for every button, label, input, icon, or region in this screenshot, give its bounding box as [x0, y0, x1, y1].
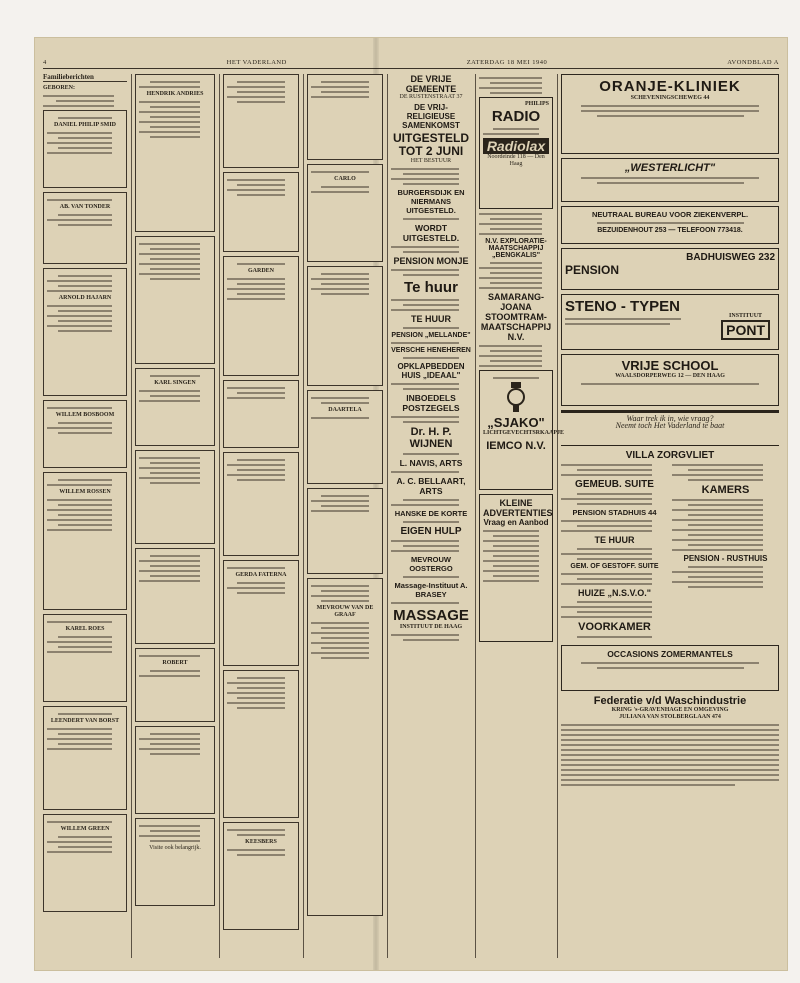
column-ads-mid [479, 74, 565, 646]
radio-headline: RADIO [491, 108, 541, 125]
notice-name: ARNOLD HAJARN [58, 295, 112, 301]
steno-title: STENO - TYPEN [565, 298, 681, 315]
te-huur-ad: TE HUUR [411, 314, 451, 324]
samenkomst-title: DE VRIJ-RELIGIEUSE SAMENKOMST [402, 103, 460, 130]
pension-stadhuis: PENSION STADHUIS 44 [572, 508, 657, 517]
column-ads-right [561, 74, 779, 789]
badhuisweg-pension: PENSION [565, 263, 620, 277]
notice [43, 614, 127, 702]
radiolax-logo: Radiolax [483, 138, 549, 154]
notice-name: WILLEM BOSBOOM [55, 412, 115, 418]
massage-headline: MASSAGE [393, 607, 469, 624]
kleine-advertenties-box [479, 494, 553, 642]
philips-brand: PHILIPS [524, 101, 549, 107]
column-notices-4 [307, 74, 383, 920]
westerlicht-ad [561, 158, 779, 202]
westerlicht-title: „WESTERLICHT" [624, 162, 716, 174]
issue-date: ZATERDAG 18 MEI 1940 [466, 58, 548, 66]
notice [223, 74, 299, 168]
column-rule [219, 74, 220, 958]
pension-monje-title: PENSION MONJE [393, 256, 469, 266]
burgersdijk-title: BURGERSDIJK EN NIERMANS [397, 188, 465, 206]
massage-instituut-ad: Massage-Instituut A. BRASEY [394, 581, 468, 599]
hanske-ad: HANSKE DE KORTE [394, 509, 468, 518]
notice [223, 256, 299, 376]
notice [223, 380, 299, 448]
notice [223, 670, 299, 818]
vrije-school-address: WAALSDORPERWEG 12 — DEN HAAG [615, 373, 725, 379]
notice-text: Visite ook belangrijk. [149, 845, 201, 851]
inboedels-ad: INBOEDELS POSTZEGELS [402, 393, 460, 413]
page-header [43, 56, 779, 69]
kleine-advertenties-title: KLEINE ADVERTENTIES [483, 498, 553, 518]
kamers: KAMERS [701, 484, 750, 496]
sjako-ad [479, 370, 565, 490]
notice [43, 814, 127, 912]
neutraal-address: BEZUIDENHOUT 253 — TELEFOON 773418. [597, 227, 743, 234]
notice-name: ROBERT [162, 660, 188, 666]
column-family-notices [43, 74, 127, 916]
notice [43, 268, 127, 396]
notice [135, 548, 215, 644]
column-announcements [391, 74, 471, 644]
federatie-sub: KRING 's-GRAVENHAGE EN OMGEVING [611, 707, 729, 713]
notice [307, 266, 383, 386]
notice [135, 236, 215, 364]
notice-name: GARDEN [247, 268, 274, 274]
notice [307, 390, 383, 484]
classifieds-right [672, 461, 779, 641]
column-rule [387, 74, 388, 958]
column-notices-3 [223, 74, 299, 934]
burgersdijk-sub: UITGESTELD. [406, 206, 456, 215]
newspaper-page [35, 38, 787, 970]
notice [223, 560, 299, 666]
eigen-hulp-ad: EIGEN HULP [400, 526, 462, 537]
navis-ad: L. NAVIS, ARTS [399, 458, 463, 468]
notice [307, 578, 383, 916]
notice-name: KAREL ROES [65, 626, 105, 632]
oranje-kliniek-title: ORANJE-KLINIEK [599, 78, 741, 95]
te-huur-headline: Te huur [404, 279, 458, 296]
massage-sub: INSTITUUT DE HAAG [399, 624, 463, 630]
column-rule [303, 74, 304, 958]
edition: AVONDBLAD A [727, 58, 779, 66]
federatie-title: Federatie v/d Waschindustrie [593, 695, 747, 707]
notice-name: KEESBERS [245, 839, 277, 845]
notice-name: KARL SINGEN [154, 380, 196, 386]
vrije-school-title: VRIJE SCHOOL [621, 358, 719, 373]
notice-name: AB. VAN TONDER [59, 204, 111, 210]
notice [223, 822, 299, 930]
notice [223, 452, 299, 556]
notice-name: CARLO [334, 176, 356, 182]
notice [135, 368, 215, 446]
notice-name: HENDRIK ANDRIES [146, 91, 204, 97]
neutraal-bureau-ad [561, 206, 779, 244]
pont-logo: PONT [721, 320, 770, 340]
exploratie-ad: N.V. EXPLORATIE-MAATSCHAPPIJ „BENGKALIS" [485, 238, 547, 259]
gemeente-address: DE RUSTENSTRAAT 37 [399, 94, 463, 100]
classifieds-left [561, 461, 668, 641]
lamp-icon [505, 382, 527, 412]
sjako-headline: „SJAKO" [487, 415, 545, 430]
column-rule [475, 74, 476, 958]
huize-nsvo: HUIZE „N.S.V.O." [578, 588, 651, 598]
notice-name: DAARTELA [328, 407, 362, 413]
occasions-title: OCCASIONS ZOMERMANTELS [607, 649, 733, 659]
versche-ad: VERSCHE HENEHEREN [391, 347, 471, 354]
column-rule [557, 74, 558, 958]
notice [43, 110, 127, 188]
federatie-address: JULIANA VAN STOLBERGLAAN 474 [619, 714, 721, 720]
pension-rusthuis: PENSION - RUSTHUIS [683, 554, 768, 563]
column-notices-2 [135, 74, 215, 910]
iemco-logo: IEMCO N.V. [486, 440, 546, 452]
notice [43, 706, 127, 810]
notice [135, 726, 215, 814]
badhuisweg-ad [561, 248, 779, 290]
te-huur-classified: TE HUUR [594, 535, 635, 545]
villa-zorgvliet: VILLA ZORGVLIET [625, 450, 715, 461]
section-title: Familieberichten [43, 74, 127, 82]
neutraal-title: NEUTRAAL BUREAU VOOR ZIEKENVERPL. [591, 210, 749, 219]
uitgesteld-headline: UITGESTELD TOT 2 JUNI [392, 131, 469, 158]
notice [135, 450, 215, 544]
mevrouw-ad: MEVROUW OOSTERGO [409, 555, 453, 573]
column-rule [131, 74, 132, 958]
opklapbedden-ad: OPKLAPBEDDEN HUIS „IDEAAL" [397, 362, 465, 380]
pension-mellande: PENSION „MELLANDE" [391, 332, 471, 339]
sjako-sub: LICHTGEVECHTSRKAAPJE [483, 430, 565, 436]
voorkamer: VOORKAMER [578, 621, 651, 633]
uitgesteld-sub: HET BESTUUR [410, 158, 452, 164]
notice [135, 74, 215, 232]
gemeub-suite: GEMEUB. SUITE [575, 479, 654, 490]
wijnen-ad: Dr. H. P. WIJNEN [409, 426, 453, 450]
occasions-ad [561, 645, 779, 691]
oranje-kliniek-address: SCHEVENINGSCHEWEG 44 [630, 95, 710, 101]
newspaper-name: HET VADERLAND [226, 58, 287, 66]
notice [43, 400, 127, 468]
notice [135, 818, 215, 906]
radiolax-address: Noordeinde 118 — Den Haag [487, 154, 545, 167]
bellaart-ad: A. C. BELLAART, ARTS [396, 476, 466, 496]
vrije-school-ad [561, 354, 779, 406]
notice-name: DANIEL PHILIP SMID [53, 122, 116, 128]
wordt-uitgesteld: WORDT UITGESTELD. [402, 223, 460, 243]
notice [223, 172, 299, 252]
kleine-advertenties-sub: Vraag en Aanbod [483, 518, 549, 527]
notice [135, 648, 215, 722]
notice [43, 472, 127, 610]
slogan: Waar trek ik in, wie vraag? [626, 414, 714, 423]
notice [307, 164, 383, 262]
notice [43, 192, 127, 264]
notice [307, 488, 383, 574]
notice-name: LEENDERT VAN BORST [50, 718, 120, 724]
notice-label: GEBOREN: [43, 85, 76, 91]
gemeente-title: DE VRIJE GEMEENTE [405, 74, 457, 94]
notice-name: GERDA FATERNA [235, 572, 287, 578]
notice [307, 74, 383, 160]
badhuisweg-title: BADHUISWEG 232 [686, 252, 775, 263]
slogan-box [561, 410, 779, 446]
slogan-line-2: Neemt toch Het Vaderland te baat [615, 421, 725, 430]
oranje-kliniek-ad [561, 74, 779, 154]
steno-instituut: INSTITUUT [729, 313, 763, 319]
gem-suite: GEM. OF GESTOFF. SUITE [570, 563, 659, 570]
page-number: 4 [43, 58, 47, 66]
steno-typen-ad [561, 294, 779, 350]
radio-ad [479, 97, 553, 209]
notice-name: WILLEM GREEN [60, 826, 110, 832]
notice-name: MEVROUW VAN DE GRAAF [316, 605, 374, 618]
notice-name: WILLEM ROSSEN [59, 489, 111, 495]
samarang-ad: SAMARANG-JOANA STOOMTRAM-MAATSCHAPPIJ N.V. [480, 292, 552, 342]
